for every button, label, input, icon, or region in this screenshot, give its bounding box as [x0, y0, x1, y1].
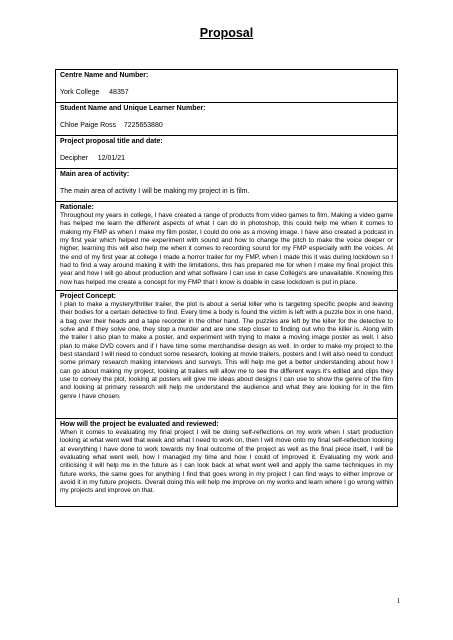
section-body: I plan to make a mystery/thriller trailer, the plot is about a serial killer who is targeting specific people and leaving their bodies for a certain detective to find. Every time a body is found the victim is left with a puzzle box in one hand, a bag over their heads and a tape recorder in the other hand. The puzzles are left by the killer for the detective to solve and if they solve one, they stop a murder and are one step closer to finding out who the killer is. Along with the trailer I also plan to make a poster, and experiment with trying to make a moving image poster as well. I also plan to make DVD covers and if I have time some merchandise design as well. In order to make my project to the best standard I will need to conduct some research, looking at movie trailers, posters and I will also need to conduct some primary research making interviews and surveys. This will help me get a better understanding about how I can go about making my project, looking at trailers will allow me to see the different ways it's edited and clips they use to convey the plot, looking at posters will give me ideas about designs I can use to show the genre of the film and looking at primary research will help me understand the audience and what they are looking for in the film genre I have chosen. [60, 301, 393, 400]
section-heading: Rationale: [60, 204, 94, 211]
section-evaluation [56, 419, 397, 506]
section-heading: Student Name and Unique Learner Number: [60, 105, 206, 112]
section-heading: Project proposal title and date: [60, 138, 163, 145]
section-value: Decipher 12/01/21 [60, 155, 125, 162]
section-value: Chloe Paige Ross 7225653880 [60, 122, 163, 129]
section-value: York College 48357 [60, 89, 129, 96]
section-student [56, 103, 397, 136]
section-heading: Project Concept: [60, 293, 117, 300]
section-title-date [56, 136, 397, 169]
section-concept [56, 291, 397, 419]
page-number: 1 [396, 597, 400, 605]
section-rationale [56, 202, 397, 291]
section-heading: Centre Name and Number: [60, 72, 149, 79]
section-activity [56, 169, 397, 202]
section-body: When it comes to evaluating my final project I will be doing self-reflections on my work when I start production looking at what went well that week and what I need to work on, then I will move onto my final self-reflection looking at everything I have done to work towards my final outcome of the project as well as the final piece itself, I will be evaluating what went well, how I managed my time and how I could of improved it. Evaluating my work and criticising it will help me in the future as I can look back at what went well and apply the same techniques in my future works, the same goes for anything I find that goes wrong in my project I can find ways to either improve or avoid it in my future projects. Overall doing this will help me improve on my works and learn where I go wrong within my projects and improve on that. [60, 429, 393, 495]
section-value: The main area of activity I will be making my project in is film. [60, 188, 250, 195]
section-heading: How will the project be evaluated and reviewed: [60, 421, 219, 428]
page-title: Proposal [199, 26, 254, 40]
section-body: Throughout my years in college, I have created a range of products from video games to film. Making a video game has helped me learn the different aspects of what I can do in photoshop, this could help me when it comes to making my FMP as when I make my film poster, I could do one as a moving image. I have also created a podcast in my first year which helped me experiment with sound and how to change the pitch to make the voice deeper or higher, learning this will also help me when it comes to recording sound for my FMP especially with the voices. At the end of my first year at college I made a horror trailer for my FMP, when I made this it was during lockdown so I had to find a way around making it with the limitations, this has prepared me for when I make my final project this year and how I will go about production and what software I can use in case College's are unavailable. Knowing this now has helped me create a concept for my FMP that I know is doable in case lockdown is put in place. [60, 212, 393, 286]
proposal-form [55, 69, 398, 507]
section-centre [56, 70, 397, 103]
section-heading: Main area of activity: [60, 171, 130, 178]
